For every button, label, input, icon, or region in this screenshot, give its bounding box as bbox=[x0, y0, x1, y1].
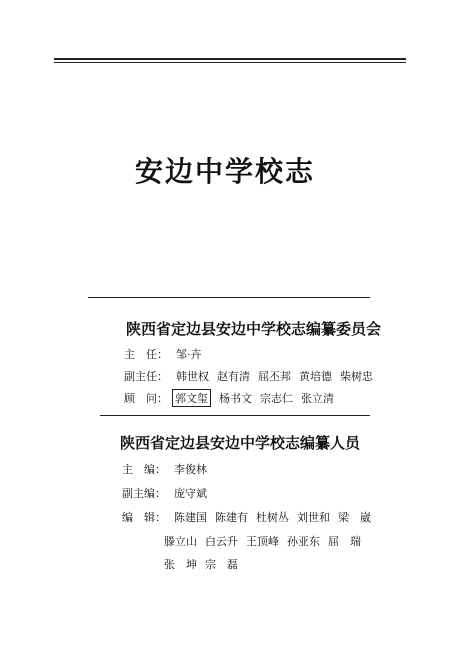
deputy-director-label: 副主任： bbox=[124, 370, 168, 383]
top-rule-thin bbox=[54, 62, 406, 63]
committee-deputy-row bbox=[124, 368, 373, 384]
director-label: 主 任： bbox=[124, 348, 168, 361]
staff-deputy-row bbox=[122, 485, 207, 501]
deputy-director-name: 赵有清 bbox=[217, 370, 250, 383]
committee-heading: 陕西省定边县安边中学校志编纂委员会 bbox=[126, 320, 382, 338]
chief-editor-name: 李俊林 bbox=[174, 463, 207, 476]
top-rule-thick bbox=[54, 58, 406, 60]
staff-rule bbox=[100, 415, 370, 416]
staff-editors-row-1 bbox=[122, 509, 371, 525]
staff-heading: 陕西省定边县安边中学校志编纂人员 bbox=[120, 434, 361, 452]
committee-advisor-row bbox=[124, 389, 334, 407]
deputy-director-name: 柴树忠 bbox=[340, 370, 373, 383]
deputy-director-name: 黄培德 bbox=[299, 370, 332, 383]
committee-director-row bbox=[124, 346, 202, 362]
staff-editors-row-3 bbox=[164, 556, 238, 572]
editor-name: 孙亚东 bbox=[287, 535, 320, 548]
editor-name: 滕立山 bbox=[164, 535, 197, 548]
deputy-director-name: 屈丕邦 bbox=[258, 370, 291, 383]
advisor-label: 顾 问： bbox=[124, 392, 168, 405]
editor-name: 张 坤 bbox=[164, 558, 197, 571]
staff-editors-row-2 bbox=[164, 533, 361, 549]
editor-name: 屈 瑞 bbox=[328, 535, 361, 548]
editor-name: 宗 磊 bbox=[205, 558, 238, 571]
director-name: 邹·卉 bbox=[176, 348, 202, 361]
editors-label: 编 辑： bbox=[122, 511, 166, 524]
editor-name: 王顶峰 bbox=[246, 535, 279, 548]
editor-name: 陈建有 bbox=[215, 511, 248, 524]
editor-name: 陈建国 bbox=[174, 511, 207, 524]
book-title: 安边中学校志 bbox=[134, 155, 315, 188]
advisor-name: 杨书文 bbox=[219, 392, 252, 405]
editor-name: 刘世和 bbox=[297, 511, 330, 524]
deputy-director-name: 韩世权 bbox=[176, 370, 209, 383]
advisor-name: 宗志仁 bbox=[260, 392, 293, 405]
advisor-name: 张立清 bbox=[301, 392, 334, 405]
advisor-name-boxed: 郭文玺 bbox=[172, 389, 211, 407]
deputy-editor-name: 庞守斌 bbox=[174, 487, 207, 500]
editor-name: 梁 崴 bbox=[338, 511, 371, 524]
editor-name: 白云升 bbox=[205, 535, 238, 548]
staff-chief-row bbox=[122, 461, 207, 477]
chief-editor-label: 主 编： bbox=[122, 463, 166, 476]
editor-name: 杜树丛 bbox=[256, 511, 289, 524]
committee-rule bbox=[88, 297, 370, 298]
deputy-editor-label: 副主编： bbox=[122, 487, 166, 500]
